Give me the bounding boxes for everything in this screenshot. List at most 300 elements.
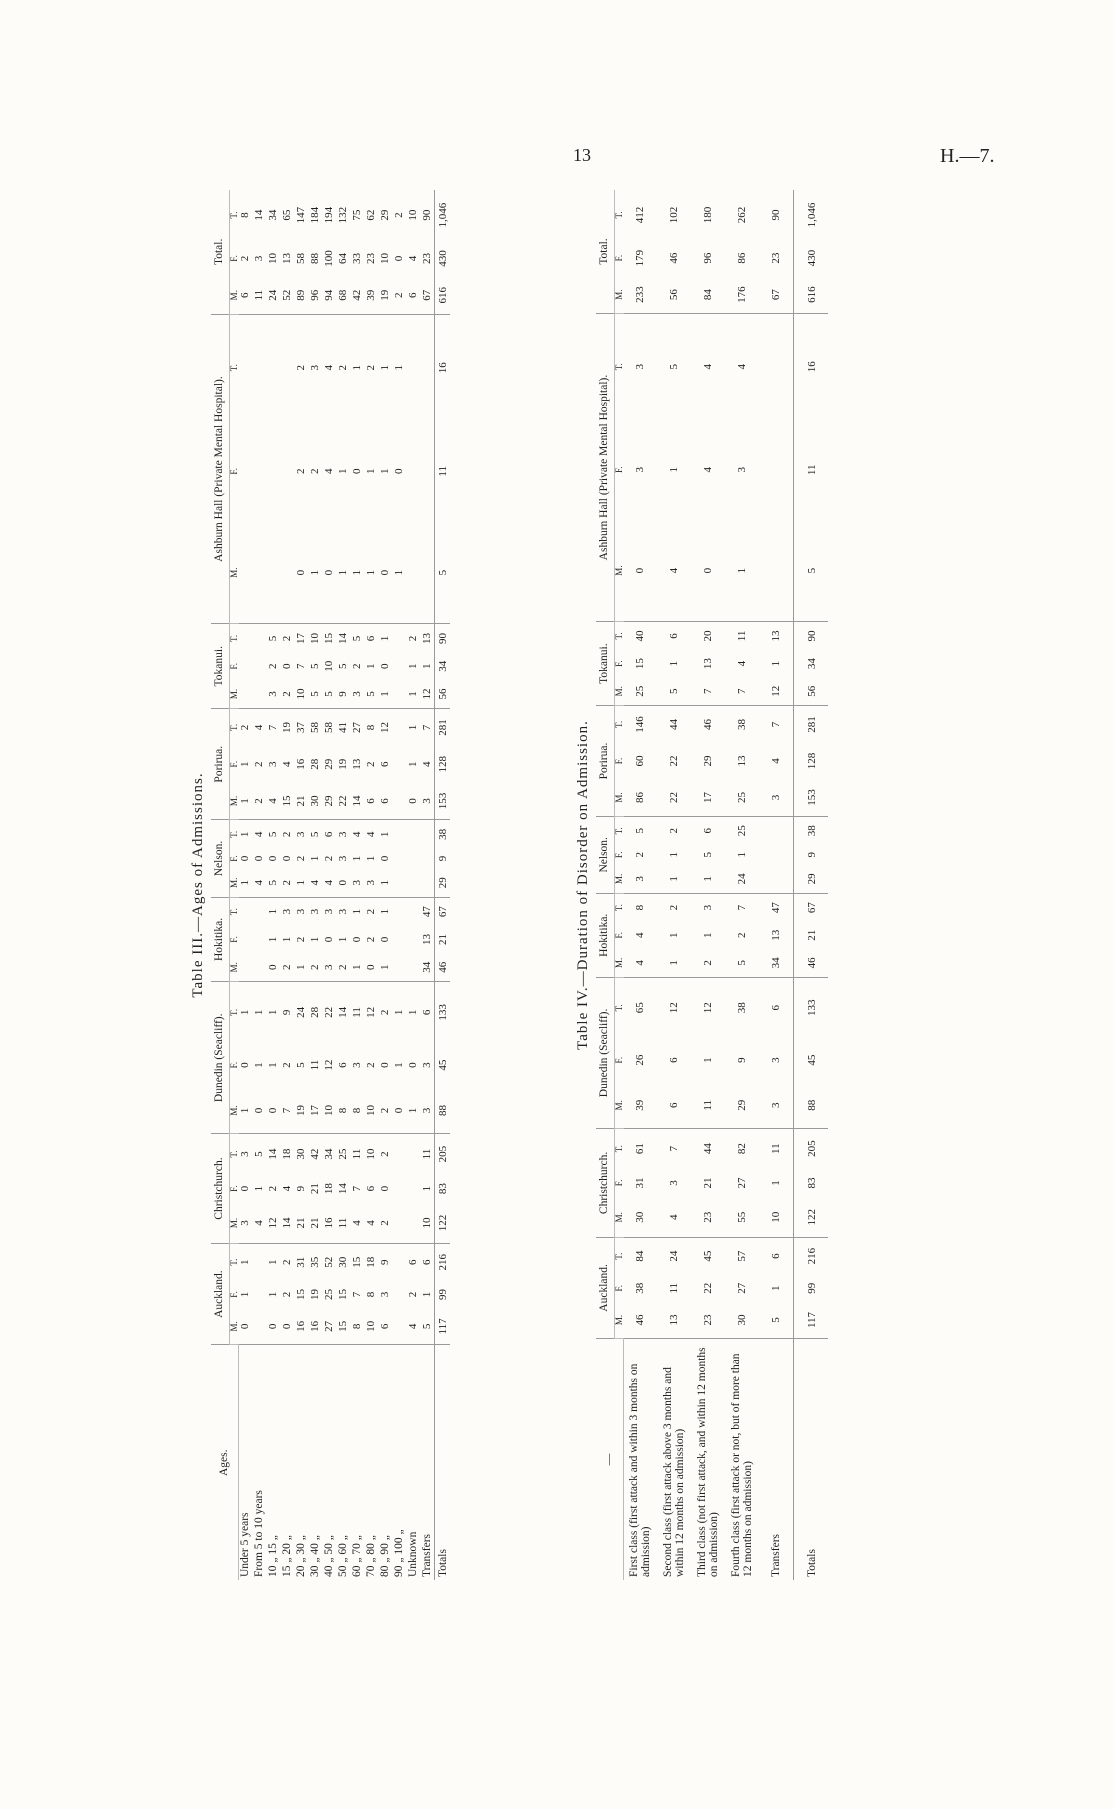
t3-sub-header: F. [228,1061,239,1069]
table-cell: 3 [760,1083,794,1129]
table-cell: 0 [351,468,363,475]
table-cell: 5 [295,1062,307,1068]
table-row [407,190,421,1580]
table-cell [393,1281,407,1309]
table-cell [760,845,794,865]
table-cell: 1 [379,635,391,642]
table-cell: 3 [421,782,435,819]
table-cell: 3 [337,908,349,915]
table-cell: 2 [365,908,377,915]
table-cell: 1 [337,522,351,624]
table-cell [253,624,267,652]
table-cell: 6 [379,761,391,767]
table-cell: 3 [769,1057,782,1063]
table-cell: 46 [702,718,714,730]
table-cell: 18 [365,1256,377,1268]
table-cell: 11 [309,1059,321,1071]
table-row [365,190,379,1580]
table-cell: 1 [379,680,393,708]
table-cell: 1 [702,1057,714,1063]
table-cell: 616 [435,277,450,314]
table-cell: 27 [351,721,363,733]
table-cell [760,520,794,622]
table-cell: 14 [337,1183,349,1195]
table-cell: 65 [281,209,293,221]
table-cell: 34 [760,949,794,977]
table-cell: 2 [407,1291,419,1298]
table-cell: 11 [769,1143,782,1154]
table-cell: 1 [295,953,309,981]
table-cell: 4 [624,949,658,977]
table-cell: 3 [624,865,658,893]
table-cell: 3 [420,1062,433,1068]
t4-sub-header: F. [613,466,624,474]
table-cell: 5 [309,831,321,838]
table-cell [407,926,421,954]
table-cell: 1 [726,520,760,622]
table-cell: 1 [658,949,692,977]
table-cell [421,820,435,848]
table-cell: 4 [702,467,714,473]
table-cell: 39 [365,277,379,314]
table-cell: 9 [736,1057,748,1063]
table-cell: 31 [295,1256,307,1268]
table-cell: 430 [794,240,828,276]
table-cell: 12 [668,1002,680,1014]
table-cell: 88 [309,252,321,264]
table-cell: 1 [379,468,391,475]
table-cell: 2 [295,855,307,862]
table-cell: 7 [295,663,307,669]
table-cell: 1 [365,468,377,475]
table-iv-row-header: — [596,1339,624,1581]
table-cell: 5 [365,680,379,708]
table-cell: 0 [337,869,351,897]
table-cell: 6 [337,1062,349,1068]
table-cell: 3 [668,1180,680,1186]
table-cell: 12 [760,677,794,705]
table-cell: 147 [295,206,307,224]
table-cell: 1 [309,855,321,862]
table-cell [253,897,267,925]
table-cell: 0 [239,1062,251,1068]
table-cell: 6 [239,277,253,314]
table-cell: 21 [794,922,828,949]
table-cell: 6 [658,1083,692,1129]
table-cell: 4 [253,869,267,897]
table-cell: 45 [702,1250,714,1262]
table-cell: 3 [239,1203,253,1243]
table-cell: 6 [407,1259,419,1265]
table-cell [421,314,435,421]
table-cell: 2 [379,1088,393,1134]
table-cell: 3 [365,869,379,897]
table-cell: 90 [420,209,433,221]
table-cell [267,314,281,421]
table-cell: 0 [323,522,337,624]
table-cell [393,926,407,954]
table-cell: 1 [393,364,405,371]
t4-sub-header: M. [614,276,624,313]
t3-sub-header: T. [228,634,239,642]
t4-group-header: Ashburn Hall (Private Mental Hospital). [596,313,614,621]
table-cell: 1 [736,852,748,858]
table-cell [253,1281,267,1309]
table-cell: 67 [435,897,450,925]
table-cell: 0 [379,663,391,669]
table-cell [253,522,267,624]
table-iii-title: Table III.—Ages of Admissions. [190,772,206,998]
table-cell: 12 [323,1059,335,1071]
table-cell: 10 [421,1203,435,1243]
table-cell: 42 [309,1148,321,1160]
table-cell [393,680,407,708]
table-cell: 27 [736,1282,748,1294]
table-iv [596,190,828,1580]
table-cell [407,1174,421,1203]
t4-sub-header: T. [613,1252,624,1260]
t4-sub-header: M. [614,779,624,816]
table-cell: 35 [309,1256,321,1268]
t3-sub-header: M. [229,1088,239,1134]
table-cell: 42 [351,277,365,314]
t4-sub-header: M. [614,677,624,705]
t3-group-header: Porirua. [211,709,229,820]
table-cell: 0 [379,936,391,943]
table-cell: 89 [295,277,309,314]
table-cell: 1 [295,869,309,897]
table-cell: 1 [337,936,349,943]
table-cell: 5 [760,1302,794,1339]
table-cell: 15 [337,1288,349,1300]
table-cell: 11 [794,420,828,521]
table-cell: 1 [407,663,419,669]
table-cell: 6 [365,635,377,642]
table-cell: 0 [379,1185,391,1192]
table-cell: 4 [736,660,748,667]
t4-group-header: Nelson. [596,816,614,893]
table-cell: 13 [769,929,782,941]
table-cell: 16 [794,313,828,419]
table-cell: 24 [668,1250,680,1262]
table-cell: 12 [702,1002,714,1014]
t4-group-header: Dunedin (Seacliff). [596,977,614,1128]
table-cell: 17 [295,632,307,644]
table-cell: 3 [337,855,349,862]
table-cell: 4 [365,831,377,838]
table-cell: 21 [295,782,309,819]
table-cell: 6 [365,782,379,819]
t3-sub-header: M. [229,782,239,819]
table-cell: 90 [769,209,782,221]
t3-sub-header: T. [228,723,239,732]
table-cell: 1 [351,908,363,915]
table-cell: 128 [435,746,450,783]
table-cell: 1 [769,1285,782,1291]
table-cell: 22 [702,1282,714,1294]
table-cell [239,624,253,652]
table-cell [253,926,267,954]
t3-group-header: Tokanui. [211,624,229,709]
table-cell: 38 [736,1002,748,1014]
table-cell: 58 [323,721,335,733]
table-cell: 96 [702,252,714,264]
table-cell: 16 [309,1308,323,1345]
table-cell: 4 [253,1203,267,1243]
table-cell: 10 [267,252,279,264]
table-cell: 4 [309,869,323,897]
table-cell [393,1134,407,1174]
table-cell: 0 [692,520,726,622]
table-cell: 13 [281,252,293,264]
table-cell [407,421,421,522]
table-cell [393,652,407,680]
table-cell: 12 [267,1203,281,1243]
table-cell: 4 [407,255,419,262]
table-cell: 1 [393,1062,405,1068]
table-cell: 0 [239,1185,251,1192]
table-cell: 4 [769,758,782,764]
table-cell: 61 [634,1143,646,1155]
table-cell: 10 [407,209,419,221]
table-cell: 22 [323,1006,335,1018]
table-cell: 4 [323,869,337,897]
table-cell: 21 [435,926,450,954]
t3-group-header: Auckland. [211,1243,229,1345]
table-cell: 60 [634,755,646,767]
table-cell: 5 [726,949,760,977]
table-cell: 2 [281,869,295,897]
table-cell: 1 [668,467,680,473]
table-cell: 4 [420,761,433,767]
table-cell: 2 [253,761,265,767]
table-cell: 7 [420,724,433,731]
table-cell: 1 [309,522,323,624]
table-cell: 3 [760,779,794,816]
table-cell: 1 [407,724,419,731]
table-cell: 6 [407,277,421,314]
totals-row [794,190,828,1580]
t4-sub-header: T. [613,720,624,729]
table-cell: 1 [267,908,279,915]
table-cell: 1 [239,1009,251,1016]
table-cell [421,869,435,897]
table-iii [211,190,450,1580]
table-row [658,190,692,1580]
table-cell: 4 [407,1308,421,1345]
table-cell: 47 [420,906,433,918]
table-row [760,190,794,1580]
row-label: Transfers [769,1533,782,1577]
table-cell: 27 [736,1177,748,1189]
table-cell: 0 [239,1308,253,1345]
table-cell: 9 [794,845,828,865]
table-cell: 10 [365,1088,379,1134]
t3-group-header: Nelson. [211,820,229,897]
t4-sub-header: T. [613,904,624,912]
table-iv-title: Table IV.—Duration of Disorder on Admission. [575,720,591,1050]
t3-group-header: Dunedin (Seacliff). [211,982,229,1134]
table-cell [267,421,281,522]
table-cell: 13 [420,933,433,945]
table-cell: 44 [668,718,680,730]
table-cell [760,816,794,844]
t3-sub-header: F. [228,662,239,670]
table-cell [407,848,421,868]
row-label: 20 „ 30 „ [294,1535,307,1577]
table-cell [253,652,267,680]
table-cell: 6 [420,1259,433,1265]
t3-sub-header: T. [228,908,239,916]
row-label: 40 „ 50 „ [322,1535,335,1577]
table-cell: 146 [634,716,646,733]
table-iii-row-header: Ages. [211,1345,239,1580]
table-cell: 34 [267,209,279,221]
table-cell: 0 [239,855,251,862]
table-cell: 1 [239,1291,251,1298]
table-cell: 9 [337,680,351,708]
table-cell: 67 [794,893,828,921]
table-cell: 102 [668,206,680,224]
table-cell: 20 [702,630,714,642]
t4-sub-header: F. [613,254,624,262]
table-cell: 2 [323,855,335,862]
t4-sub-header: M. [614,865,624,893]
table-cell: 1 [267,1009,279,1016]
table-cell: 3 [267,761,279,767]
table-row [295,190,309,1580]
table-cell [393,1308,407,1345]
table-cell: 1,046 [435,190,450,240]
table-cell: 15 [634,658,646,670]
table-cell: 37 [295,721,307,733]
table-cell: 122 [435,1203,450,1243]
table-cell: 1 [267,1291,279,1298]
table-cell: 15 [323,632,335,644]
table-cell: 58 [295,252,307,264]
table-cell: 6 [769,1253,782,1259]
table-cell: 62 [365,209,377,221]
table-cell: 8 [351,1308,365,1345]
table-cell: 18 [323,1183,335,1195]
table-cell: 6 [365,1185,377,1192]
table-cell [239,314,253,421]
table-cell: 9 [379,1259,391,1265]
row-label: Totals [435,1345,450,1580]
row-label: 50 „ 60 „ [336,1535,349,1577]
table-cell: 56 [794,677,828,705]
table-cell [239,926,253,954]
table-cell: 10 [309,632,321,644]
table-cell: 3 [337,831,349,838]
row-label: Transfers [420,1533,433,1577]
table-cell [393,709,407,746]
table-cell: 0 [281,663,293,669]
table-cell: 38 [634,1282,646,1294]
table-cell [760,865,794,893]
table-cell: 5 [267,869,281,897]
table-cell: 262 [736,206,748,224]
table-cell: 2 [295,936,307,943]
table-cell: 0 [379,855,391,862]
table-row [379,190,393,1580]
table-cell: 11 [253,277,267,314]
table-cell: 2 [393,212,405,218]
table-cell: 8 [351,1088,365,1134]
table-cell: 2 [281,831,293,838]
table-cell: 5 [267,831,279,838]
row-label: Under 5 years [239,1512,251,1577]
table-cell: 13 [702,658,714,670]
table-cell: 9 [435,848,450,868]
table-cell: 19 [309,1288,321,1300]
table-cell: 23 [420,252,433,264]
table-cell: 5 [794,520,828,622]
table-cell: 34 [794,650,828,677]
row-label: First class (first attack and within 3 months on admission) [628,1363,652,1577]
table-cell: 14 [337,632,349,644]
row-label: 80 „ 90 „ [378,1535,391,1577]
table-cell: 21 [295,1203,309,1243]
table-cell: 33 [351,252,363,264]
table-cell: 2 [365,761,377,767]
table-cell [407,1203,421,1243]
table-cell: 8 [634,904,646,911]
table-cell: 24 [726,865,760,893]
table-cell: 3 [702,904,714,911]
table-cell: 0 [323,936,335,943]
table-cell: 19 [379,277,393,314]
t3-sub-header: F. [228,760,239,768]
table-cell: 10 [365,1308,379,1345]
table-cell: 5 [309,680,323,708]
row-label: 90 „ 100 „ [392,1529,405,1577]
table-cell: 38 [435,820,450,848]
table-cell [393,746,407,783]
table-cell: 5 [309,663,321,669]
table-cell: 2 [281,680,295,708]
table-cell: 34 [421,953,435,981]
table-row [726,190,760,1580]
table-cell: 5 [435,522,450,624]
table-cell: 2 [365,1062,377,1068]
table-cell: 16 [295,758,307,770]
table-cell [239,680,253,708]
table-cell: 0 [267,1088,281,1134]
t3-group-header: Hokitika. [211,897,229,982]
table-cell: 1 [379,953,393,981]
table-cell: 11 [337,1203,351,1243]
t4-group-header: Tokanui. [596,622,614,706]
table-cell: 12 [421,680,435,708]
table-cell: 1 [407,1009,419,1016]
table-cell: 4 [365,1203,379,1243]
table-cell: 2 [379,1009,391,1016]
table-cell: 10 [760,1198,794,1238]
table-cell: 1 [253,1009,265,1016]
table-cell: 28 [309,758,321,770]
table-cell: 8 [365,1291,377,1298]
table-cell: 64 [337,252,349,264]
table-cell: 2 [239,724,251,731]
table-cell: 5 [337,663,349,669]
table-cell: 216 [435,1243,450,1280]
t3-sub-header: T. [228,364,239,372]
table-cell: 117 [794,1302,828,1339]
table-cell: 5 [658,677,692,705]
t4-sub-header: T. [613,211,624,219]
table-cell: 10 [365,1148,377,1160]
